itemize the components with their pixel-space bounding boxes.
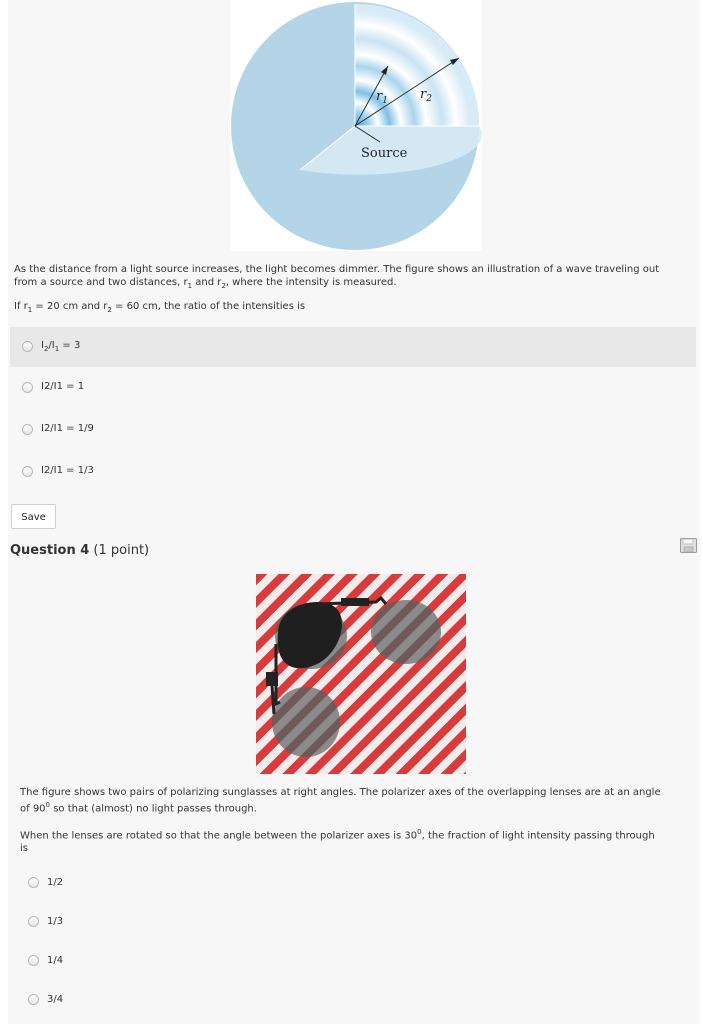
q3-option-2-radio[interactable] — [22, 382, 33, 393]
right-lens-top — [371, 600, 441, 664]
q3-option-3-radio[interactable] — [22, 424, 33, 435]
q3-option-4[interactable] — [10, 452, 696, 492]
r2-label: $r_2$ — [420, 87, 432, 104]
source-label: Source — [361, 146, 408, 161]
q4-option-4-radio[interactable] — [28, 994, 39, 1005]
q3-option-3[interactable] — [10, 410, 696, 450]
q4-option-3-label: 1/4 — [47, 955, 64, 966]
q4-option-1-radio[interactable] — [28, 877, 39, 888]
r1-label: $r_1$ — [376, 89, 388, 106]
q4-prompt: When the lenses are rotated so that the angle between the polarizer axes is $30^0$, the fraction of light intensity passing through is — [20, 828, 655, 855]
q4-option-3[interactable] — [10, 942, 696, 982]
save-button[interactable]: Save — [11, 504, 56, 529]
q4-description: The figure shows two pairs of polarizing sunglasses at right angles. The polarizer axes of the overlapping lenses are at an angle of $90^0$ so that (almost) no light passes through. — [20, 787, 661, 815]
q3-description: As the distance from a light source increases, the light becomes dimmer. The figure shows an illustration of a wave traveling out from a source and two distances, $r_1$ and $r_2$, where the intensity is measured. — [14, 264, 660, 290]
wave-sphere-figure — [230, 0, 482, 251]
q4-title: Question 4 (1 point) — [10, 543, 150, 558]
q3-prompt: If $r_1 = 20$ cm and $r_2 = 60$ cm, the ratio of the intensities is — [14, 301, 306, 314]
q4-option-1[interactable] — [10, 864, 696, 904]
q4-option-2-radio[interactable] — [28, 916, 39, 927]
q3-option-1[interactable] — [10, 327, 696, 367]
q3-option-3-label: I2/I1 = 1/9 — [41, 423, 94, 434]
q4-option-2[interactable] — [10, 903, 696, 943]
q4-option-1-label: 1/2 — [47, 877, 64, 888]
q4-option-4[interactable] — [10, 981, 696, 1021]
q3-option-4-label: I2/I1 = 1/3 — [41, 465, 94, 476]
q4-option-4-label: 3/4 — [47, 994, 64, 1005]
q3-option-1-radio[interactable] — [22, 341, 33, 352]
q4-option-2-label: 1/3 — [47, 916, 64, 927]
q3-option-4-radio[interactable] — [22, 466, 33, 477]
q3-option-2-label: I2/I1 = 1 — [41, 381, 85, 392]
sunglasses-figure — [256, 574, 466, 774]
q4-option-3-radio[interactable] — [28, 955, 39, 966]
lower-lens — [272, 687, 340, 757]
save-disk-icon[interactable] — [680, 538, 697, 553]
q3-option-1-label: $I_2/I_1 = 3$ — [41, 340, 81, 353]
q3-option-2[interactable] — [10, 368, 696, 408]
